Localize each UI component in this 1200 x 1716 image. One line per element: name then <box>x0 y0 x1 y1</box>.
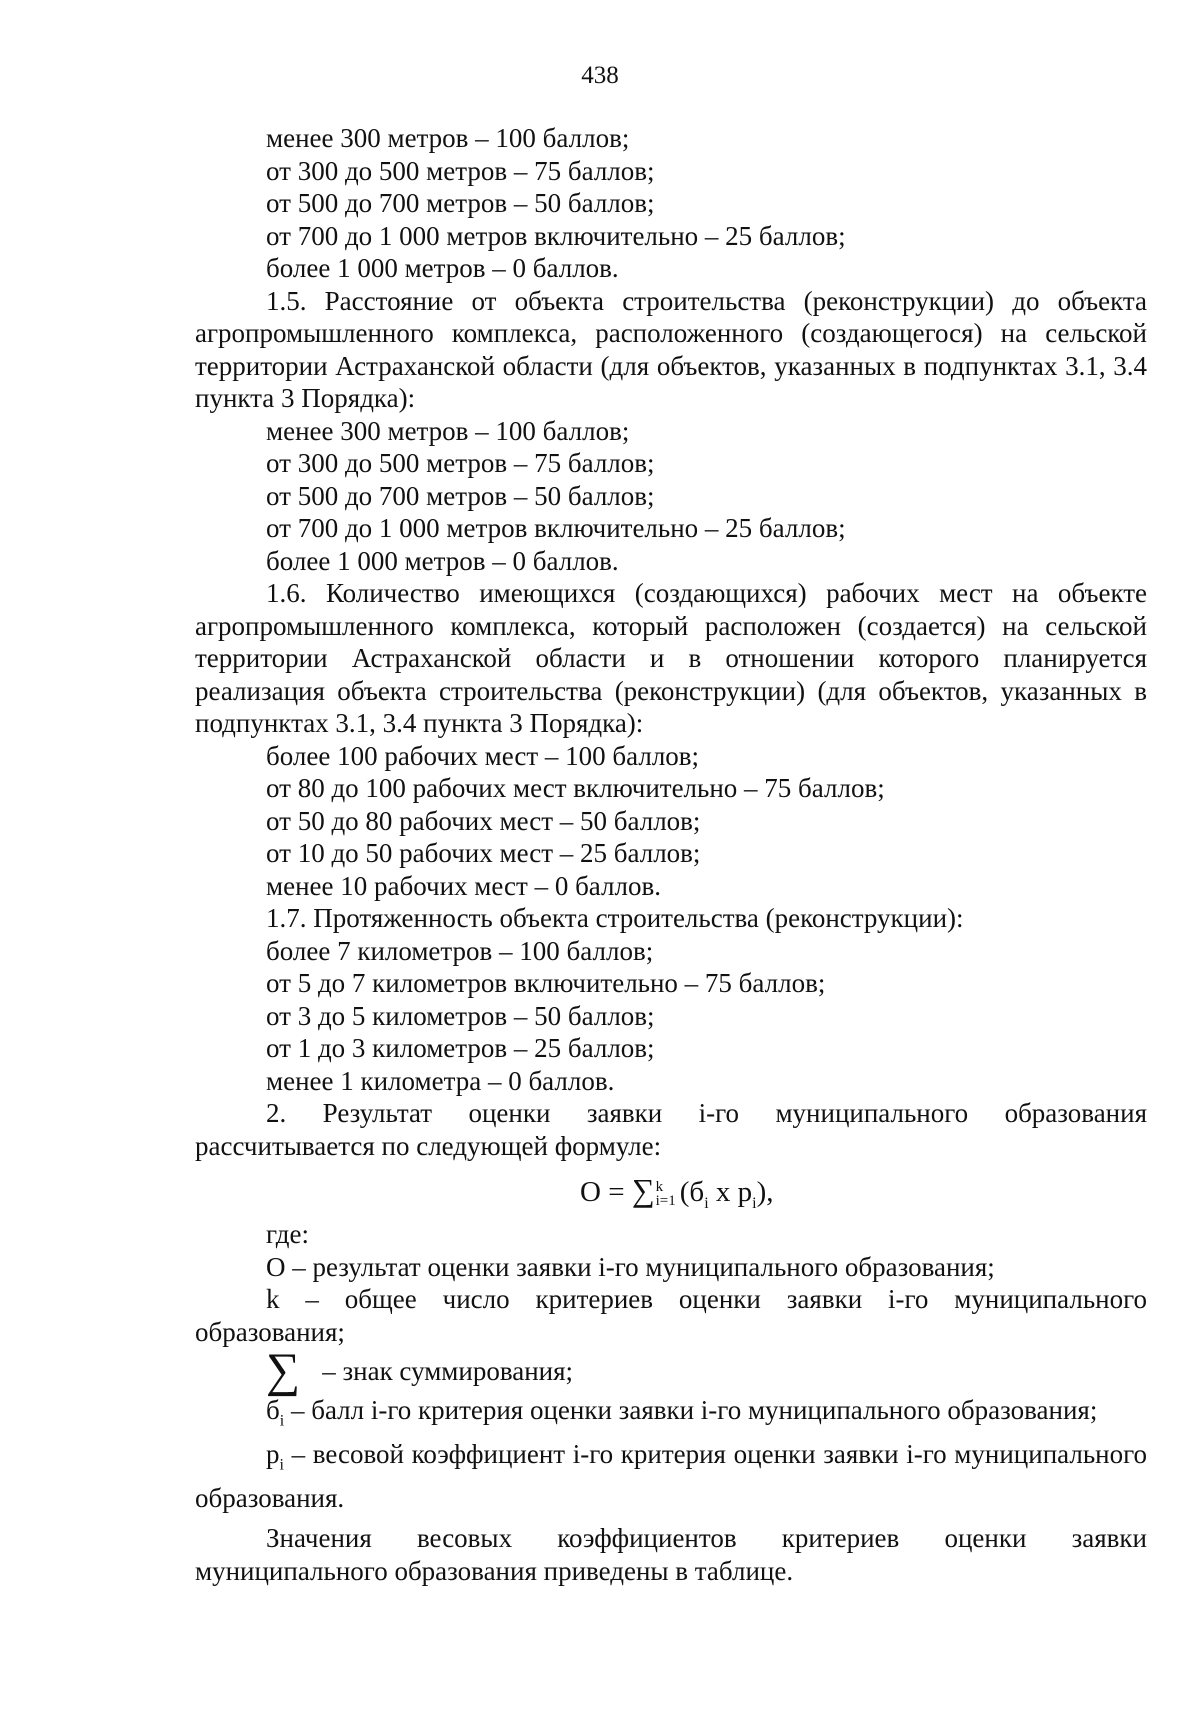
formula-open: (б <box>679 1176 705 1208</box>
formula-close: ), <box>756 1176 774 1208</box>
list-item: более 1 000 метров – 0 баллов. <box>266 545 619 576</box>
list-item: менее 300 метров – 100 баллов; <box>266 415 630 446</box>
list-length <box>195 935 1147 1098</box>
sigma-symbol: ∑ <box>266 1344 301 1397</box>
paragraph-1-7: 1.7. Протяженность объекта строительства (реконструкции): <box>266 903 964 933</box>
list-item: от 50 до 80 рабочих мест – 50 баллов; <box>266 805 701 836</box>
definition-text: – весовой коэффициент i-го критерия оценки заявки i-го муниципального образования. <box>195 1438 1147 1513</box>
sum-lower-limit: i=1 <box>655 1193 676 1210</box>
definition-p <box>195 1438 1147 1514</box>
paragraph-1-5: 1.5. Расстояние от объекта строительства (реконструкции) до объекта агропромышленного комплекса, расположенного (создающегося) на сельской территории Астраханской области (для объектов, указанных в подпунктах 3.1, 3.4 пункта 3 Порядка): <box>195 285 1147 413</box>
list-item: более 7 километров – 100 баллов; <box>266 935 654 966</box>
formula-lhs: O = <box>580 1176 625 1208</box>
definition-k: k – общее число критериев оценки заявки i-го муниципального образования; <box>195 1284 1147 1347</box>
definition-subscript: i <box>279 1412 285 1430</box>
list-item: менее 1 километра – 0 баллов. <box>266 1065 615 1096</box>
definition-text: – знак суммирования; <box>322 1355 574 1386</box>
list-item: менее 10 рабочих мест – 0 баллов. <box>266 870 661 901</box>
definition-text: – балл i-го критерия оценки заявки i-го муниципального образования; <box>290 1395 1098 1425</box>
paragraph-2: 2. Результат оценки заявки i-го муниципального образования рассчитывается по следующей формуле: <box>195 1098 1147 1161</box>
definition-sigma <box>195 1344 1147 1397</box>
definition-symbol: p <box>266 1438 280 1469</box>
list-item: менее 300 метров – 100 баллов; <box>266 123 630 153</box>
closing-paragraph: Значения весовых коэффициентов критериев оценки заявки муниципального образования приведены в таблице. <box>195 1523 1147 1586</box>
list-jobs <box>195 740 1147 903</box>
list-distance-b <box>195 415 1147 578</box>
list-item: от 500 до 700 метров – 50 баллов; <box>266 188 655 218</box>
list-item: от 700 до 1 000 метров включительно – 25 баллов; <box>266 220 846 251</box>
definition-b <box>195 1394 1147 1438</box>
list-item: более 1 000 метров – 0 баллов. <box>266 253 619 283</box>
paragraph-1-6: 1.6. Количество имеющихся (создающихся) рабочих мест на объекте агропромышленного комплекса, который расположен (создается) на сельской территории Астраханской области и в отношении которого планируется реализация объекта строительства (реконструкции) (для объектов, указанных в подпунктах 3.1, 3.4 пункта 3 Порядка): <box>195 578 1147 738</box>
list-item: от 10 до 50 рабочих мест – 25 баллов; <box>266 838 701 868</box>
definition-o: O – результат оценки заявки i-го муниципального образования; <box>266 1251 995 1282</box>
definition-subscript: i <box>279 1456 284 1474</box>
list-item: от 300 до 500 метров – 75 баллов; <box>266 155 655 186</box>
list-item: от 700 до 1 000 метров включительно – 25 баллов; <box>266 513 846 543</box>
list-item: от 80 до 100 рабочих мест включительно – 75 баллов; <box>266 773 885 803</box>
formula-subscript: i <box>752 1194 757 1212</box>
document-body <box>195 122 1147 1587</box>
list-item: от 5 до 7 километров включительно – 75 баллов; <box>266 968 826 998</box>
sigma-symbol: ∑ <box>631 1172 655 1208</box>
list-item: более 100 рабочих мест – 100 баллов; <box>266 740 700 771</box>
list-item: от 3 до 5 километров – 50 баллов; <box>266 1000 655 1031</box>
formula-times: x p <box>715 1176 753 1208</box>
list-distance-a <box>195 122 1147 285</box>
list-item: от 500 до 700 метров – 50 баллов; <box>266 480 655 511</box>
score-formula <box>195 1162 1147 1218</box>
where-label: где: <box>266 1219 309 1249</box>
sum-limits <box>656 1180 676 1208</box>
sum-upper-limit: k <box>655 1179 664 1196</box>
list-item: от 1 до 3 километров – 25 баллов; <box>266 1033 655 1063</box>
list-item: от 300 до 500 метров – 75 баллов; <box>266 448 655 478</box>
definition-symbol: б <box>266 1395 280 1425</box>
formula-subscript: i <box>704 1194 709 1212</box>
page-number: 438 <box>581 62 619 89</box>
